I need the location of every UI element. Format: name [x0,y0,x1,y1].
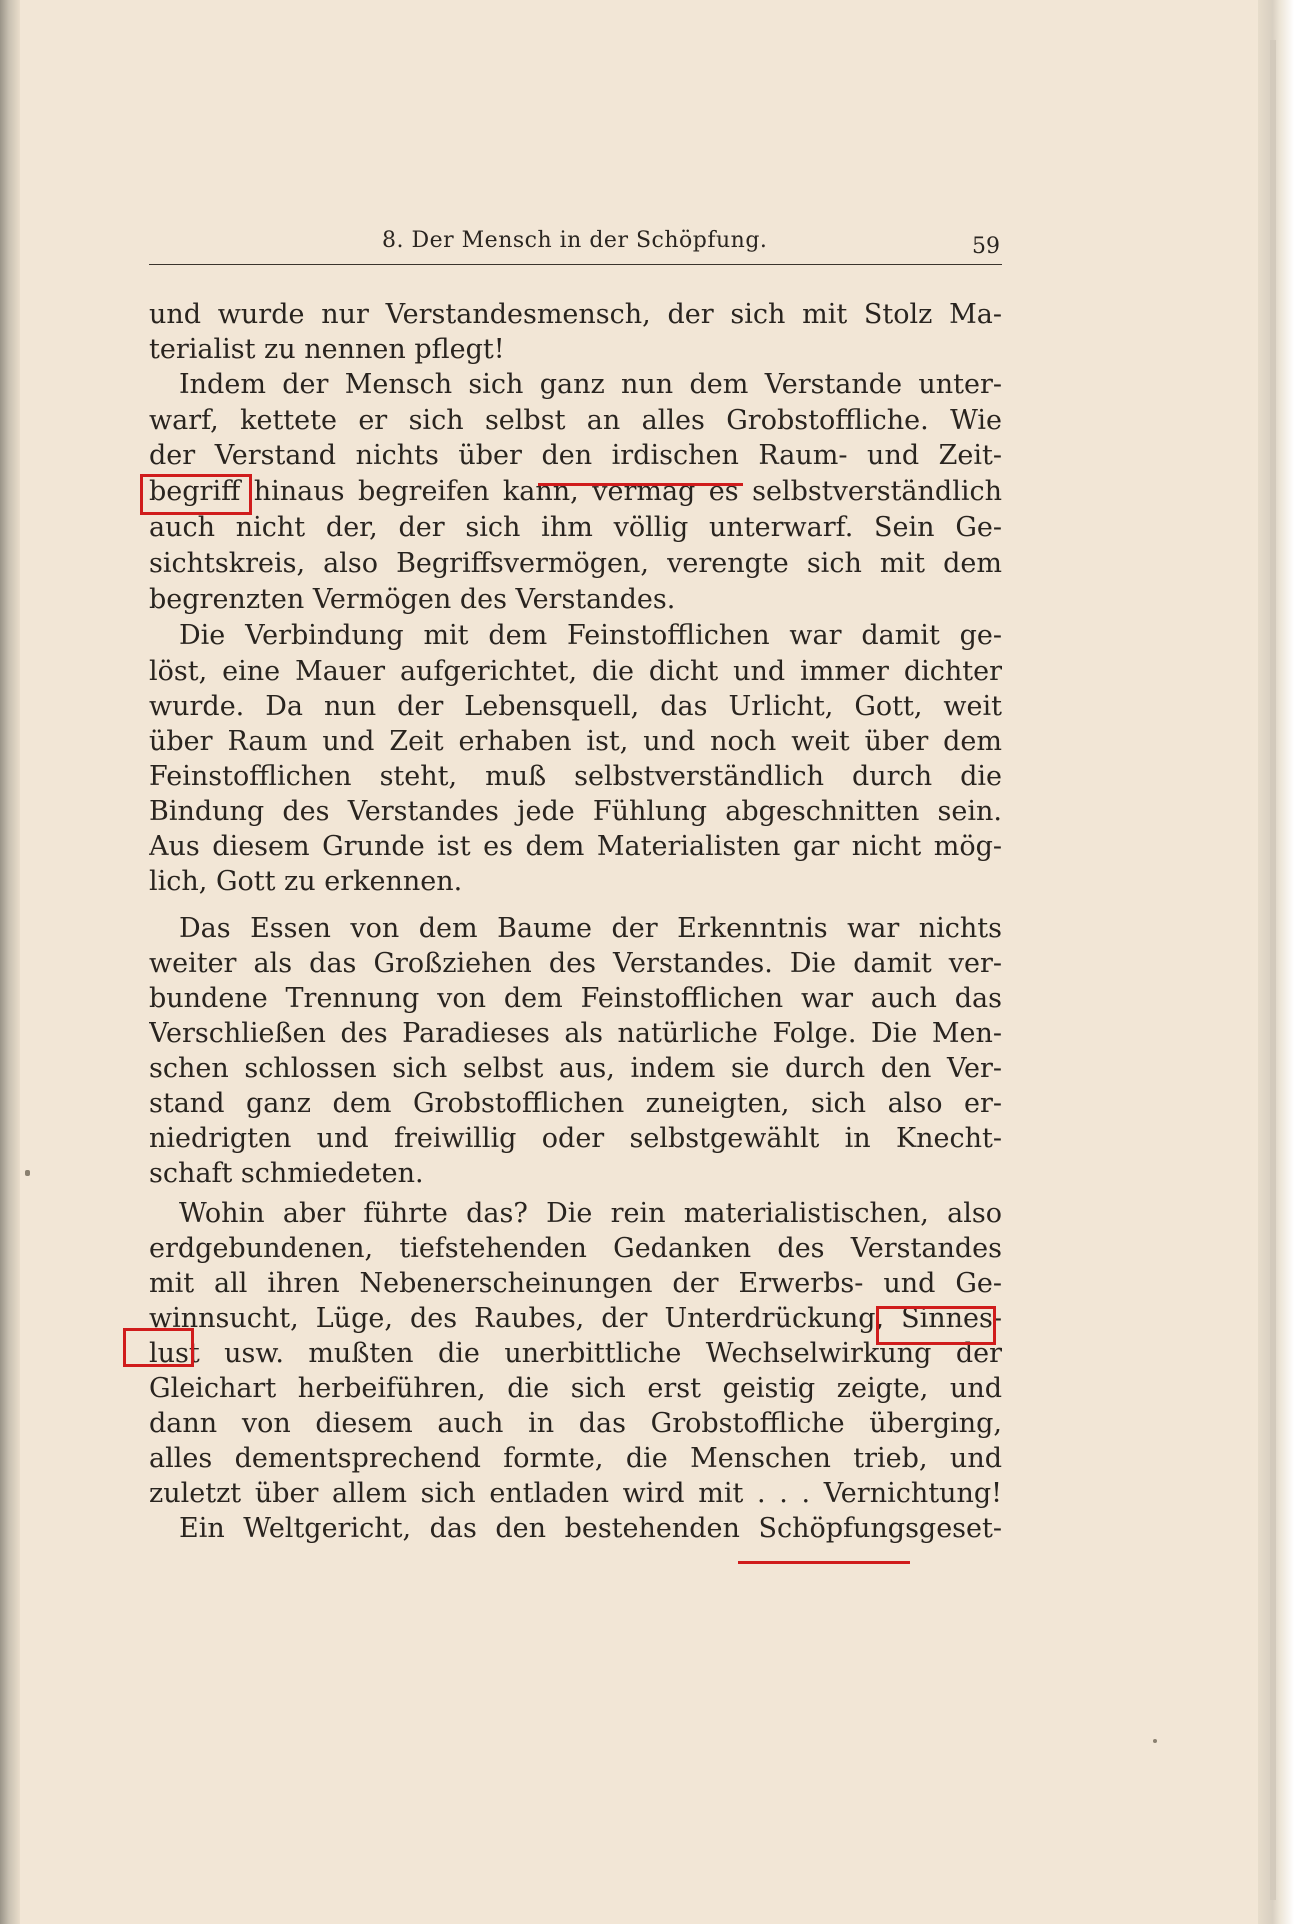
text-line: Das Essen von dem Baume der Erkenntnis war nichts [179,913,1002,944]
header-rule [149,264,1002,265]
page-stack-edge [1258,0,1294,1924]
text-line: wurde. Da nun der Lebensquell, das Urlicht, Gott, weit [149,691,1002,722]
book-spine-shadow [0,0,20,1924]
text-line: Indem der Mensch sich ganz nun dem Verstande unter- [179,369,1002,400]
text-line: über Raum und Zeit erhaben ist, und noch weit über dem [149,726,1002,757]
text-line: und wurde nur Verstandesmensch, der sich mit Stolz Ma- [149,299,1002,330]
text-line: winnsucht, Lüge, des Raubes, der Unterdrückung, Sinnes- [149,1303,1002,1334]
text-line: Wohin aber führte das? Die rein materialistischen, also [179,1198,1002,1229]
text-line: lich, Gott zu erkennen. [149,866,463,897]
paper-speck [25,1170,30,1176]
paper-speck [1153,1739,1157,1743]
text-line: terialist zu nennen pflegt! [149,334,505,365]
text-line: sichtskreis, also Begriffsvermögen, verengte sich mit dem [149,548,1002,579]
text-line: schen schlossen sich selbst aus, indem sie durch den Ver- [149,1053,1002,1084]
text-line: begrenzten Vermögen des Verstandes. [149,584,676,615]
red-box-begriff [140,474,252,515]
red-underline-irdischen [538,483,743,486]
text-line: weiter als das Großziehen des Verstandes. Die damit ver- [149,948,1002,979]
text-line: bundene Trennung von dem Feinstofflichen war auch das [149,983,1002,1014]
chapter-title: 8. Der Mensch in der Schöpfung. [382,228,768,253]
text-line: dann von diesem auch in das Grobstoffliche überging, [149,1408,1002,1439]
text-line: warf, kettete er sich selbst an alles Grobstoffliche. Wie [149,405,1002,436]
text-line: der Verstand nichts über den irdischen Raum- und Zeit- [149,440,1002,471]
text-line: Bindung des Verstandes jede Fühlung abgeschnitten sein. [149,796,1002,827]
text-line: zuletzt über allem sich entladen wird mit . . . Vernichtung! [149,1478,1002,1509]
page-stack-edge-line [1270,40,1276,1900]
text-line: schaft schmiedeten. [149,1158,424,1189]
red-box-sinnes [876,1306,996,1345]
text-line: Aus diesem Grunde ist es dem Materialisten gar nicht mög- [149,831,1002,862]
text-line: löst, eine Mauer aufgerichtet, die dicht und immer dichter [149,656,1002,687]
text-line: lust usw. mußten die unerbittliche Wechselwirkung der [149,1338,1002,1369]
red-underline-schoepfungsgeset [738,1561,910,1564]
page-number: 59 [972,234,1000,259]
text-line: alles dementsprechend formte, die Menschen trieb, und [149,1443,1002,1474]
text-line: stand ganz dem Grobstofflichen zuneigten, sich also er- [149,1088,1002,1119]
text-line: erdgebundenen, tiefstehenden Gedanken des Verstandes [149,1233,1002,1264]
text-line: Ein Weltgericht, das den bestehenden Schöpfungsgeset- [179,1513,1002,1544]
running-header [149,228,1002,260]
text-line: mit all ihren Nebenerscheinungen der Erwerbs- und Ge- [149,1268,1002,1299]
text-line: begriff hinaus begreifen kann, vermag es selbstverständlich [149,476,1002,507]
text-line: Verschließen des Paradieses als natürliche Folge. Die Men- [149,1018,1002,1049]
text-line: auch nicht der, der sich ihm völlig unterwarf. Sein Ge- [149,512,1002,543]
text-line: niedrigten und freiwillig oder selbstgewählt in Knecht- [149,1123,1002,1154]
text-line: Die Verbindung mit dem Feinstofflichen war damit ge- [179,620,1002,651]
text-line: Gleichart herbeiführen, die sich erst geistig zeigte, und [149,1373,1002,1404]
text-line: Feinstofflichen steht, muß selbstverständlich durch die [149,761,1002,792]
red-box-lust [123,1328,194,1367]
